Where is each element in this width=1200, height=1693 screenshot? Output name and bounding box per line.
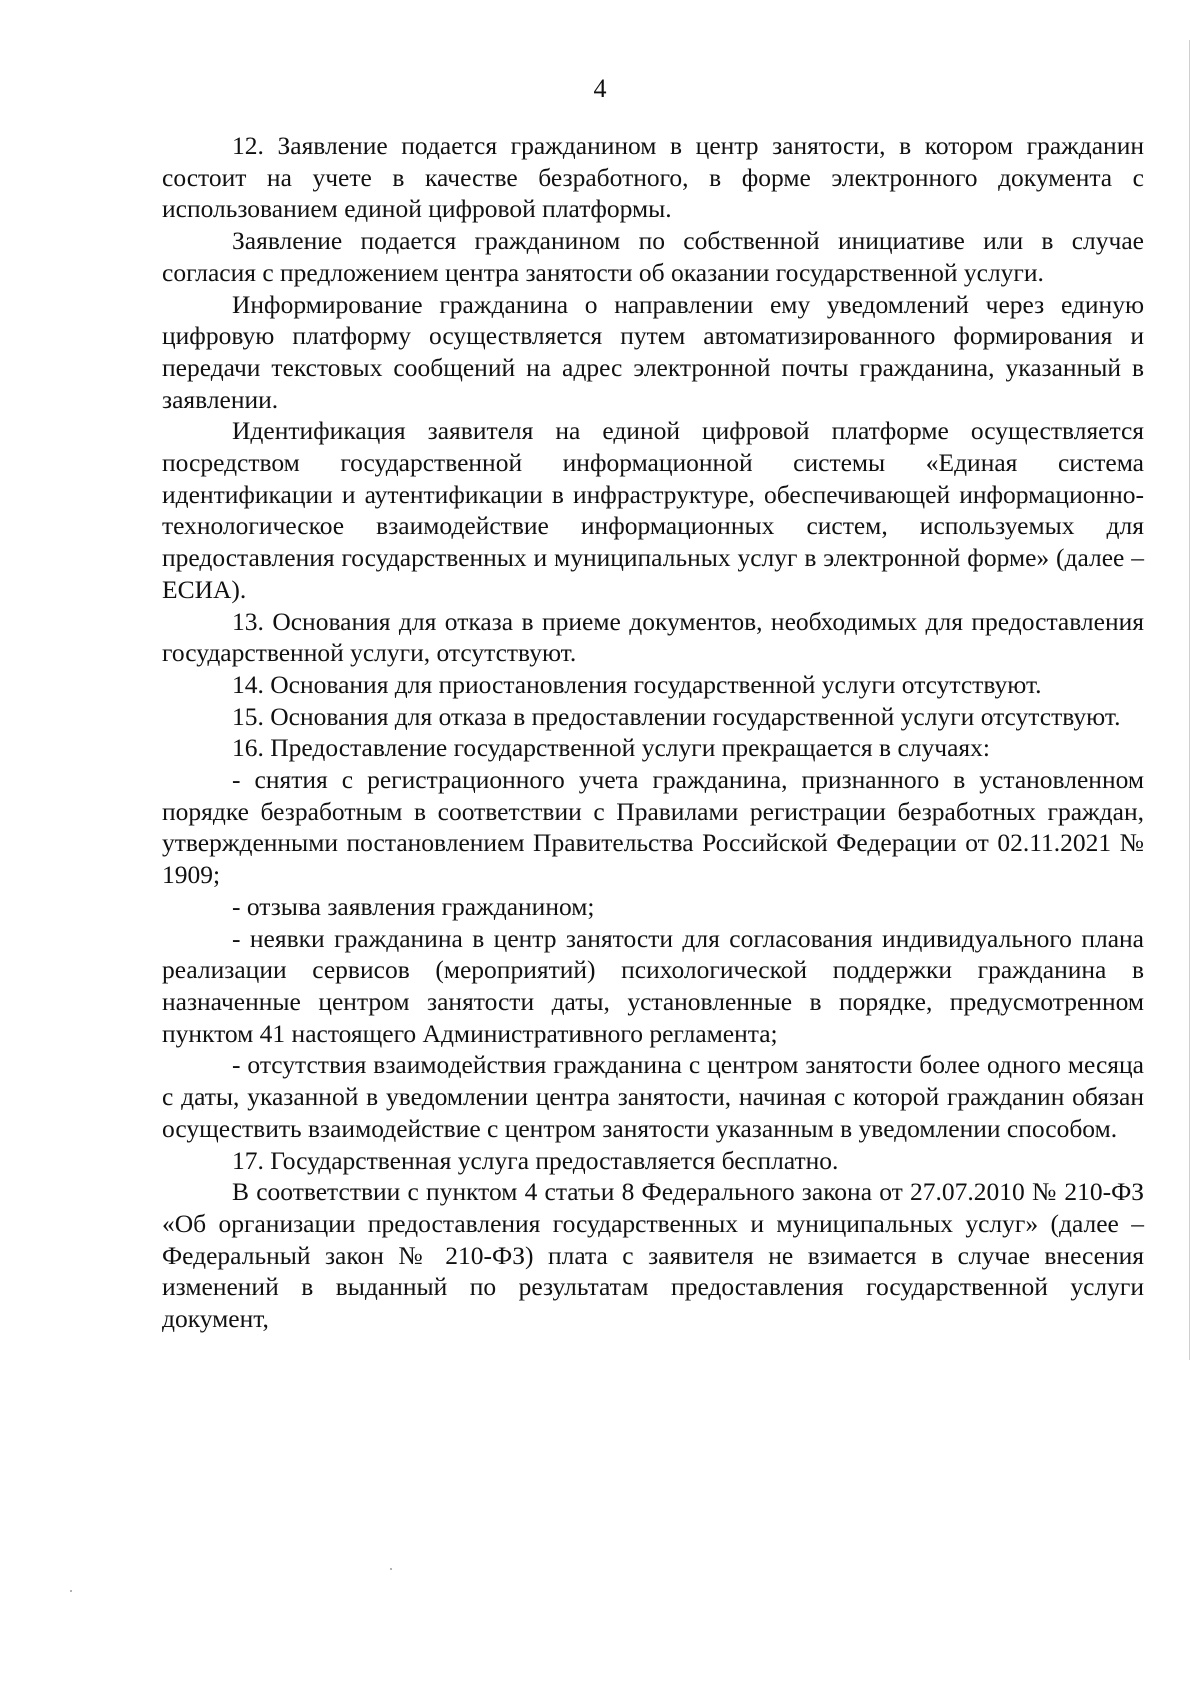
list-item-deregistration: - снятия с регистрационного учета гражданина, признанного в установленном порядке безработным в соответствии с Правилами регистрации безработных граждан, утвержденными постановлением Правительства Российской Федерации от 02.11.2021 № 1909; [162, 765, 1144, 890]
scan-speck [390, 1568, 392, 1570]
paragraph-fee: В соответствии с пунктом 4 статьи 8 Федерального закона от 27.07.2010 № 210-ФЗ «Об организации предоставления государственных и муниципальных услуг» (далее – Федеральный закон № 210-ФЗ) плата с заявителя не взимается в случае внесения изменений в выданный по результатам предоставления государственной услуги документ, [162, 1177, 1144, 1334]
scan-speck [70, 1590, 72, 1592]
paragraph-13: 13. Основания для отказа в приеме документов, необходимых для предоставления государственной услуги, отсутствуют. [162, 606, 1144, 668]
paragraph-17: 17. Государственная услуга предоставляется бесплатно. [232, 1145, 839, 1175]
paragraph-14: 14. Основания для приостановления государственной услуги отсутствуют. [232, 669, 1042, 699]
paragraph-informing: Информирование гражданина о направлении ему уведомлений через единую цифровую платформу осуществляется путем автоматизированного формирования и передачи текстовых сообщений на адрес электронной почты гражданина, указанный в заявлении. [162, 289, 1144, 414]
list-item-withdrawal: - отзыва заявления гражданином; [232, 891, 595, 921]
paragraph-16: 16. Предоставление государственной услуги прекращается в случаях: [232, 733, 990, 763]
paragraph-identification: Идентификация заявителя на единой цифровой платформе осуществляется посредством государственной информационной системы «Единая система идентификации и аутентификации в инфраструктуре, обеспечивающей информационно-технологическое взаимодействие информационных систем, используемых для предоставления государственных и муниципальных услуг в электронной форме» (далее – ЕСИА). [162, 416, 1144, 604]
list-item-no-interaction: - отсутствия взаимодействия гражданина с центром занятости более одного месяца с даты, указанной в уведомлении центра занятости, начиная с которой гражданин обязан осуществить взаимодействие с центром занятости указанным в уведомлении способом. [162, 1050, 1144, 1143]
document-body [162, 130, 1144, 1335]
paragraph-15: 15. Основания для отказа в предоставлении государственной услуги отсутствуют. [232, 701, 1121, 731]
page-number: 4 [593, 74, 607, 103]
list-item-no-show: - неявки гражданина в центр занятости для согласования индивидуального плана реализации сервисов (мероприятий) психологической поддержки гражданина в назначенные центром занятости даты, установленные в порядке, предусмотренном пунктом 41 настоящего Административного регламента; [162, 923, 1144, 1048]
scan-edge-mark [1189, 40, 1190, 1360]
paragraph-12: 12. Заявление подается гражданином в центр занятости, в котором гражданин состоит на учете в качестве безработного, в форме электронного документа с использованием единой цифровой платформы. [162, 131, 1144, 224]
paragraph-application-initiative: Заявление подается гражданином по собственной инициативе или в случае согласия с предложением центра занятости об оказании государственной услуги. [162, 226, 1144, 287]
